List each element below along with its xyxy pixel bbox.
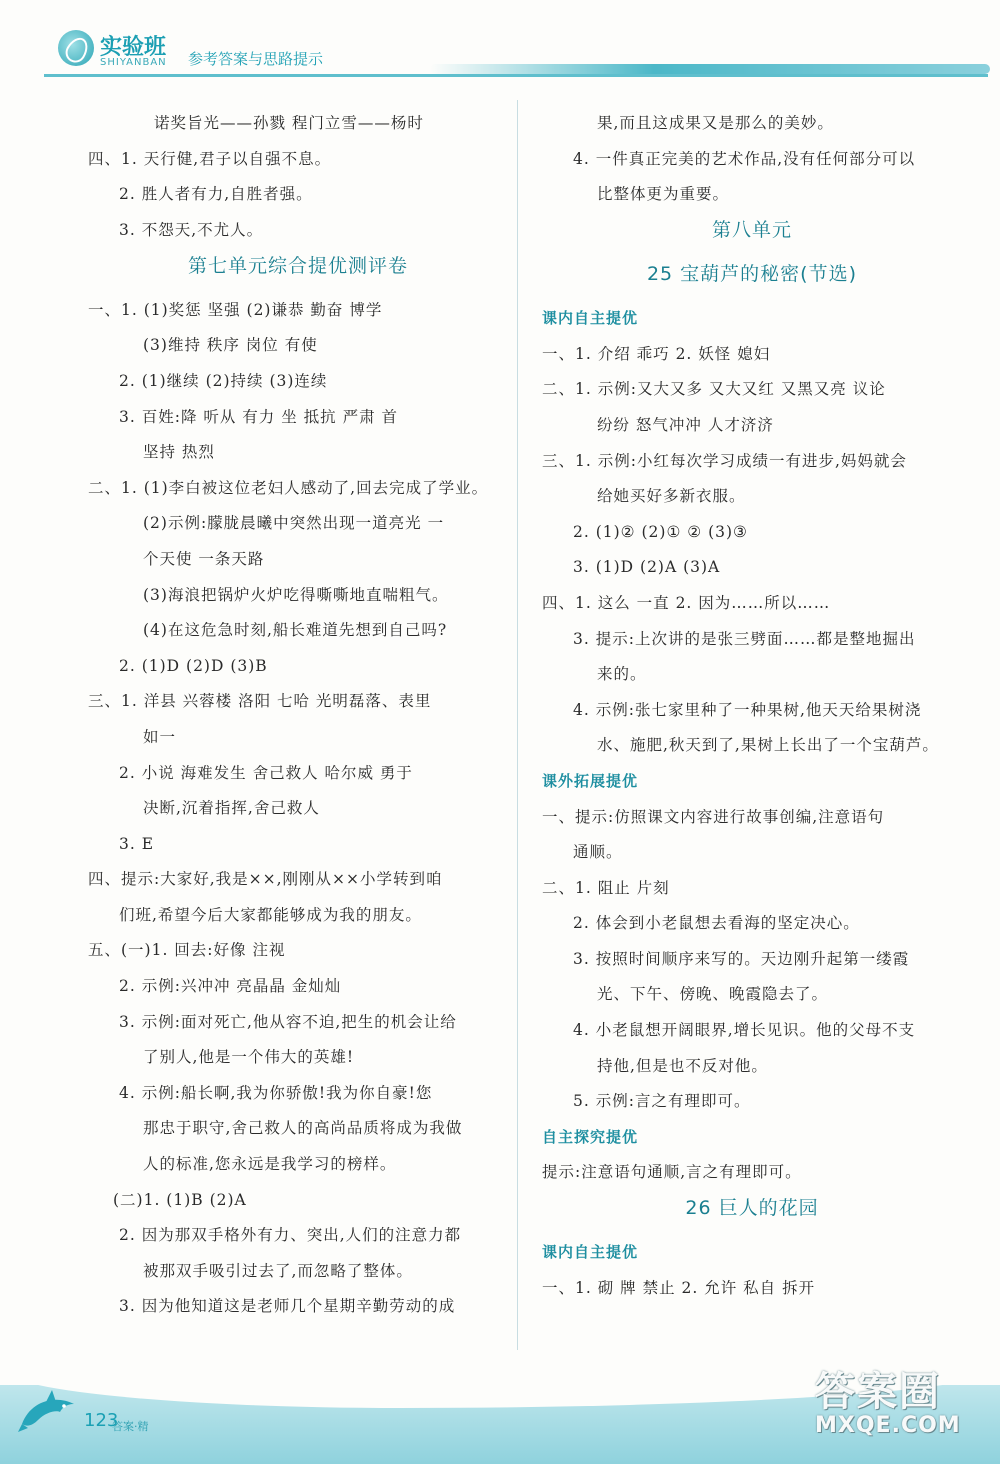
answer-line: 2. 体会到小老鼠想去看海的坚定决心。 (573, 914, 860, 933)
answer-line: 3. 按照时间顺序来写的。天边刚升起第一缕霞 (573, 949, 910, 968)
answer-line: 4. 一件真正完美的艺术作品,没有任何部分可以 (573, 149, 916, 168)
answer-line: 2. (1)继续 (2)持续 (3)连续 (119, 371, 328, 390)
dolphin-icon (16, 1380, 86, 1440)
subsection-label: 课内自主提优 (542, 1243, 639, 1262)
answer-line: 2. (1)② (2)① ② (3)③ (573, 522, 748, 541)
answer-line: 诺奖旨光——孙戮 程门立雪——杨时 (154, 114, 424, 132)
section-heading: 26 巨人的花园 (685, 1197, 819, 1220)
page-number: 123 (84, 1410, 119, 1431)
answer-line: 三、1. 洋县 兴蓉楼 洛阳 七哈 光明磊落、表里 (88, 692, 432, 711)
page-header (0, 0, 1000, 95)
right-column (542, 110, 962, 1311)
subsection-label: 课内自主提优 (542, 309, 639, 328)
header-rule (44, 74, 988, 77)
answer-line: 了别人,他是一个伟大的英雄! (143, 1048, 355, 1067)
site-watermark (815, 1360, 995, 1460)
answer-line: 个天使 一条天路 (143, 549, 265, 568)
answer-line: 四、提示:大家好,我是××,刚刚从××小学转到咱 (88, 870, 443, 889)
answer-line: 4. 示例:张七家里种了一种果树,他天天给果树浇 (573, 700, 922, 719)
column-divider (517, 100, 518, 1350)
answer-line: 2. 示例:兴冲冲 亮晶晶 金灿灿 (119, 977, 342, 996)
answer-line: 二、1. (1)李白被这位老妇人感动了,回去完成了学业。 (88, 478, 489, 497)
watermark-url: MXQE.COM (815, 1413, 961, 1438)
logo-title: 实验班 (100, 35, 167, 60)
subsection-label: 自主探究提优 (542, 1127, 639, 1146)
answer-line: 2. (1)D (2)D (3)B (119, 656, 268, 675)
subsection-label: 课外拓展提优 (542, 771, 639, 790)
answer-line: 3. (1)D (2)A (3)A (573, 558, 721, 577)
answer-line: 3. 不怨天,不尤人。 (119, 220, 264, 239)
answer-line: 2. 胜人者有力,自胜者强。 (119, 185, 313, 204)
answer-line: 五、(一)1. 回去:好像 注视 (88, 941, 286, 960)
left-column (88, 110, 508, 1329)
answer-line: 3. 百姓:降 听从 有力 坐 抵抗 严肃 首 (119, 407, 399, 426)
answer-line: (2)示例:朦胧晨曦中突然出现一道亮光 一 (143, 514, 445, 533)
answer-line: 3. 示例:面对死亡,他从容不迫,把生的机会让给 (119, 1012, 457, 1031)
header-tag: 参考答案与思路提示 (188, 50, 324, 68)
answer-line: (3)海浪把锅炉火炉吃得嘶嘶地直喘粗气。 (143, 585, 449, 604)
header-decor-band (430, 64, 990, 74)
answer-line: 2. 因为那双手格外有力、突出,人们的注意力都 (119, 1226, 462, 1245)
answer-line: 被那双手吸引过去了,而忽略了整体。 (143, 1261, 413, 1280)
answer-line: 一、1. 砌 牌 禁止 2. 允许 私自 拆开 (542, 1279, 816, 1298)
answer-line: 四、1. 这么 一直 2. 因为……所以…… (542, 593, 831, 612)
answer-line: 坚持 热烈 (143, 443, 215, 462)
answer-line: 那忠于职守,舍己救人的高尚品质将成为我做 (143, 1119, 463, 1138)
answer-line: 如一 (143, 727, 177, 746)
answer-line: 3. E (119, 834, 155, 853)
answer-line: 2. 小说 海难发生 舍己救人 哈尔威 勇于 (119, 763, 413, 782)
answer-line: 来的。 (597, 665, 647, 684)
page-tag: 答案·精 (112, 1420, 149, 1433)
answer-line: 果,而且这成果又是那么的美妙。 (597, 114, 834, 132)
answer-line: 纷纷 怒气冲冲 人才济济 (597, 415, 774, 434)
answer-line: 持他,但是也不反对他。 (597, 1056, 768, 1075)
answer-line: (4)在这危急时刻,船长难道先想到自己吗? (143, 621, 448, 640)
logo-subtitle: SHIYANBAN (100, 57, 167, 68)
answer-line: 提示:注意语句通顺,言之有理即可。 (542, 1163, 802, 1182)
answer-line: 4. 示例:船长啊,我为你骄傲!我为你自豪!您 (119, 1083, 433, 1102)
logo-icon (58, 30, 94, 66)
section-heading: 第七单元综合提优测评卷 (187, 254, 408, 277)
answer-line: (二)1. (1)B (2)A (113, 1190, 247, 1209)
answer-line: 水、施肥,秋天到了,果树上长出了一个宝葫芦。 (597, 736, 939, 755)
answer-line: 一、1. (1)奖惩 坚强 (2)谦恭 勤奋 博学 (88, 300, 383, 319)
answer-line: 二、1. 示例:又大又多 又大又红 又黑又亮 议论 (542, 380, 886, 399)
answer-line: 一、提示:仿照课文内容进行故事创编,注意语句 (542, 807, 885, 826)
answer-line: 三、1. 示例:小红每次学习成绩一有进步,妈妈就会 (542, 451, 907, 470)
answer-line: 二、1. 阻止 片刻 (542, 878, 670, 897)
section-heading: 25 宝葫芦的秘密(节选) (646, 263, 858, 286)
answer-line: 3. 提示:上次讲的是张三劈面……都是整地掘出 (573, 629, 916, 648)
answer-line: 们班,希望今后大家都能够成为我的朋友。 (119, 905, 422, 924)
answer-line: 一、1. 介绍 乖巧 2. 妖怪 媳妇 (542, 344, 771, 363)
answer-line: 决断,沉着指挥,舍己救人 (143, 799, 320, 818)
answer-line: 四、1. 天行健,君子以自强不息。 (88, 149, 332, 168)
answer-line: 光、下午、傍晚、晚霞隐去了。 (597, 985, 829, 1004)
watermark-main: 答案圈 (815, 1369, 941, 1415)
answer-line: (3)维持 秩序 岗位 有使 (143, 336, 318, 355)
answer-line: 3. 因为他知道这是老师几个星期辛勤劳动的成 (119, 1297, 456, 1316)
section-heading: 第八单元 (711, 219, 792, 242)
answer-line: 5. 示例:言之有理即可。 (573, 1092, 751, 1111)
answer-line: 人的标准,您永远是我学习的榜样。 (143, 1155, 397, 1174)
answer-line: 通顺。 (573, 843, 623, 862)
answer-line: 比整体更为重要。 (597, 185, 730, 204)
answer-line: 4. 小老鼠想开阔眼界,增长见识。他的父母不支 (573, 1021, 916, 1040)
answer-line: 给她买好多新衣服。 (597, 487, 746, 506)
